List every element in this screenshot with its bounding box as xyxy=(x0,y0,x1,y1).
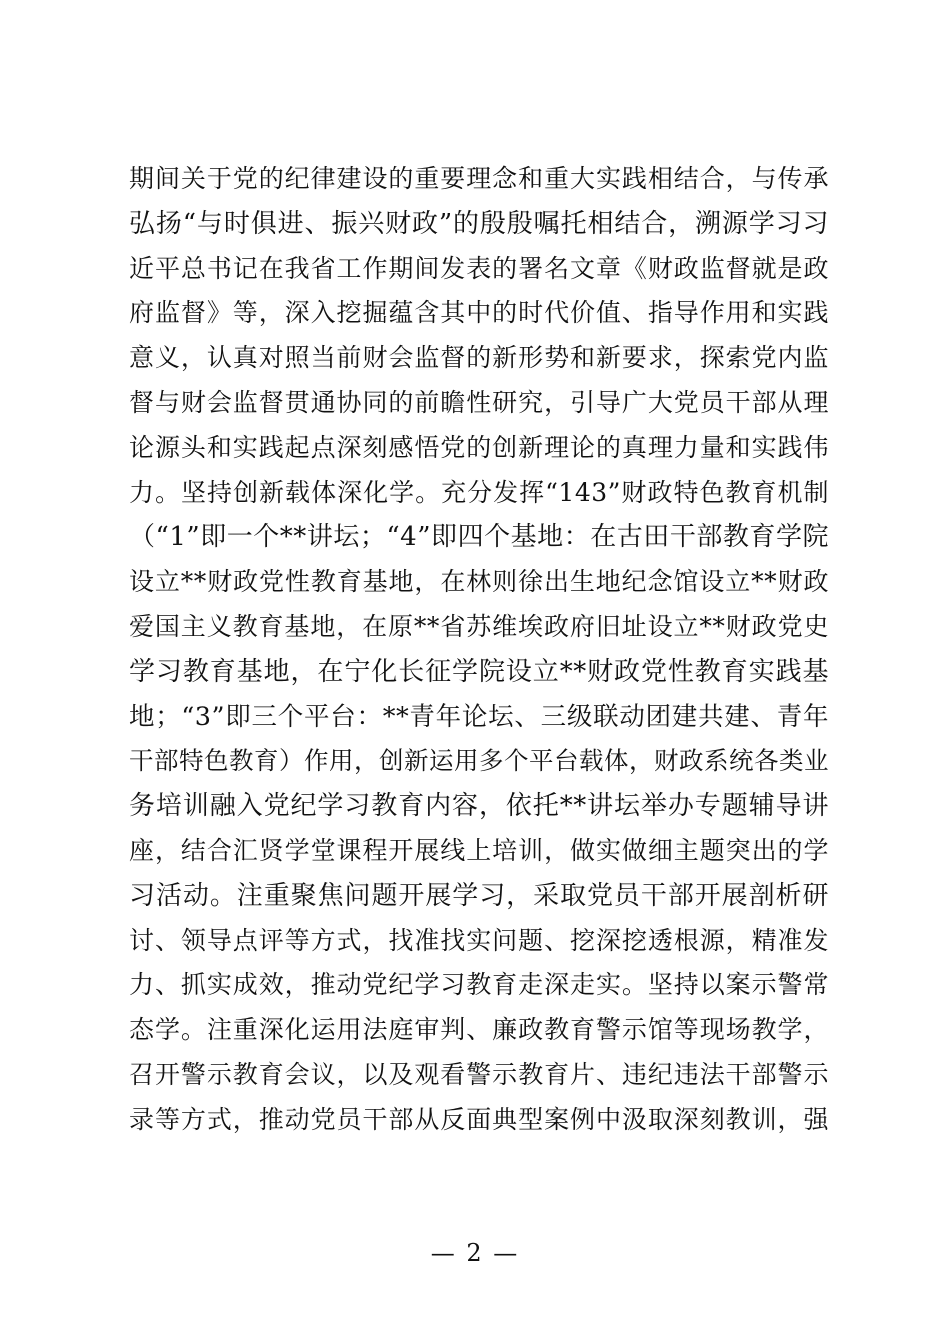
text-line: 召开警示教育会议，以及观看警示教育片、违纪违法干部警示 xyxy=(129,1059,829,1089)
text-line: 力、抓实成效，推动党纪学习教育走深走实。坚持以案示警常 xyxy=(129,970,829,1000)
text-line: 务培训融入党纪学习教育内容，依托**讲坛举办专题辅导讲 xyxy=(129,791,829,822)
text-line: 爱国主义教育基地，在原**省苏维埃政府旧址设立**财政党史 xyxy=(129,611,829,641)
text-line: 督与财会监督贯通协同的前瞻性研究，引导广大党员干部从理 xyxy=(129,387,829,417)
text-line: 论源头和实践起点深刻感悟党的创新理论的真理力量和实践伟 xyxy=(129,432,829,462)
text-line: 座，结合汇贤学堂课程开展线上培训，做实做细主题突出的学 xyxy=(129,835,829,865)
text-line: 讨、领导点评等方式，找准找实问题、挖深挖透根源，精准发 xyxy=(129,925,829,955)
text-line: 期间关于党的纪律建设的重要理念和重大实践相结合，与传承 xyxy=(129,164,829,193)
text-line: 府监督》等，深入挖掘蕴含其中的时代价值、指导作用和实践 xyxy=(129,298,829,328)
text-line: 干部特色教育）作用，创新运用多个平台载体，财政系统各类业 xyxy=(129,746,829,776)
text-line: 态学。注重深化运用法庭审判、廉政教育警示馆等现场教学， xyxy=(129,1015,829,1045)
text-line: 录等方式，推动党员干部从反面典型案例中汲取深刻教训，强 xyxy=(129,1104,829,1134)
text-line: （“1”即一个**讲坛；“4”即四个基地：在古田干部教育学院 xyxy=(129,522,829,553)
page-number: — 2 — xyxy=(430,1239,520,1267)
body-text xyxy=(129,157,829,1143)
text-line: 力。坚持创新载体深化学。充分发挥“143”财政特色教育机制 xyxy=(129,477,829,507)
text-line: 弘扬“与时俱进、振兴财政”的殷殷嘱托相结合，溯源学习习 xyxy=(129,208,829,239)
text-line: 地；“3”即三个平台：**青年论坛、三级联动团建共建、青年 xyxy=(129,701,829,732)
text-line: 近平总书记在我省工作期间发表的署名文章《财政监督就是政 xyxy=(129,253,829,283)
text-line: 学习教育基地，在宁化长征学院设立**财政党性教育实践基 xyxy=(129,656,829,687)
text-line: 设立**财政党性教育基地，在林则徐出生地纪念馆设立**财政 xyxy=(129,567,829,597)
text-line: 意义，认真对照当前财会监督的新形势和新要求，探索党内监 xyxy=(129,343,829,373)
text-line: 习活动。注重聚焦问题开展学习，采取党员干部开展剖析研 xyxy=(129,880,829,911)
